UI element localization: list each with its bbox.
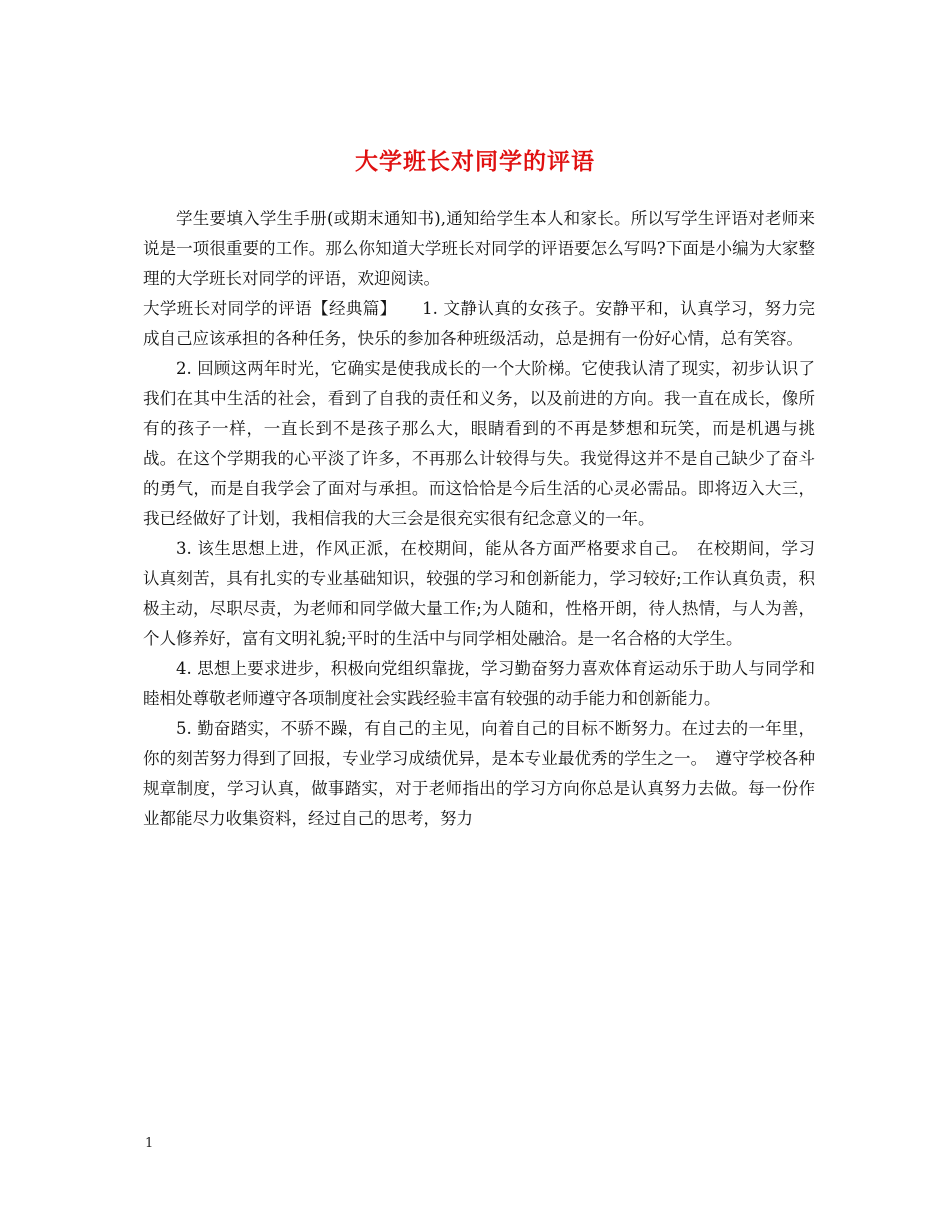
paragraph-comment-4: 4. 思想上要求进步，积极向党组织靠拢，学习勤奋努力喜欢体育运动乐于助人与同学和睦相处尊敬老师遵守各项制度社会实践经验丰富有较强的动手能力和创新能力。 [143, 659, 815, 708]
paragraph-classic-1: 大学班长对同学的评语【经典篇】 1. 文静认真的女孩子。安静平和，认真学习，努力完成自己应该承担的各种任务，快乐的参加各种班级活动，总是拥有一份好心情，总有笑容。 [143, 299, 815, 348]
page-number: 1 [145, 1136, 154, 1151]
document-title: 大学班长对同学的评语 [355, 148, 595, 176]
paragraph-intro: 学生要填入学生手册(或期末通知书),通知给学生本人和家长。所以写学生评语对老师来说是一项很重要的工作。那么你知道大学班长对同学的评语要怎么写吗?下面是小编为大家整理的大学班长对同学的评语，欢迎阅读。 [143, 209, 815, 288]
paragraph-comment-2: 2. 回顾这两年时光，它确实是使我成长的一个大阶梯。它使我认清了现实，初步认识了我们在其中生活的社会，看到了自我的责任和义务，以及前进的方向。我一直在成长，像所有的孩子一样，一直长到不是孩子那么大，眼睛看到的不再是梦想和玩笑，而是机遇与挑战。在这个学期我的心平淡了许多，不再那么计较得与失。我觉得这并不是自己缺少了奋斗的勇气，而是自我学会了面对与承担。而这恰恰是今后生活的心灵必需品。即将迈入大三，我已经做好了计划，我相信我的大三会是很充实很有纪念意义的一年。 [143, 359, 815, 528]
paragraph-comment-3: 3. 该生思想上进，作风正派，在校期间，能从各方面严格要求自己。 在校期间，学习认真刻苦，具有扎实的专业基础知识，较强的学习和创新能力，学习较好;工作认真负责，积极主动，尽职尽责，为老师和同学做大量工作;为人随和，性格开朗，待人热情，与人为善，个人修养好，富有文明礼貌;平时的生活中与同学相处融洽。是一名合格的大学生。 [143, 539, 815, 648]
document-body [143, 204, 815, 834]
paragraph-comment-5: 5. 勤奋踏实，不骄不躁，有自己的主见，向着自己的目标不断努力。在过去的一年里，你的刻苦努力得到了回报，专业学习成绩优异，是本专业最优秀的学生之一。 遵守学校各种规章制度，学习认真，做事踏实，对于老师指出的学习方向你总是认真努力去做。每一份作业都能尽力收集资料，经过自己的思考，努力 [143, 719, 815, 828]
